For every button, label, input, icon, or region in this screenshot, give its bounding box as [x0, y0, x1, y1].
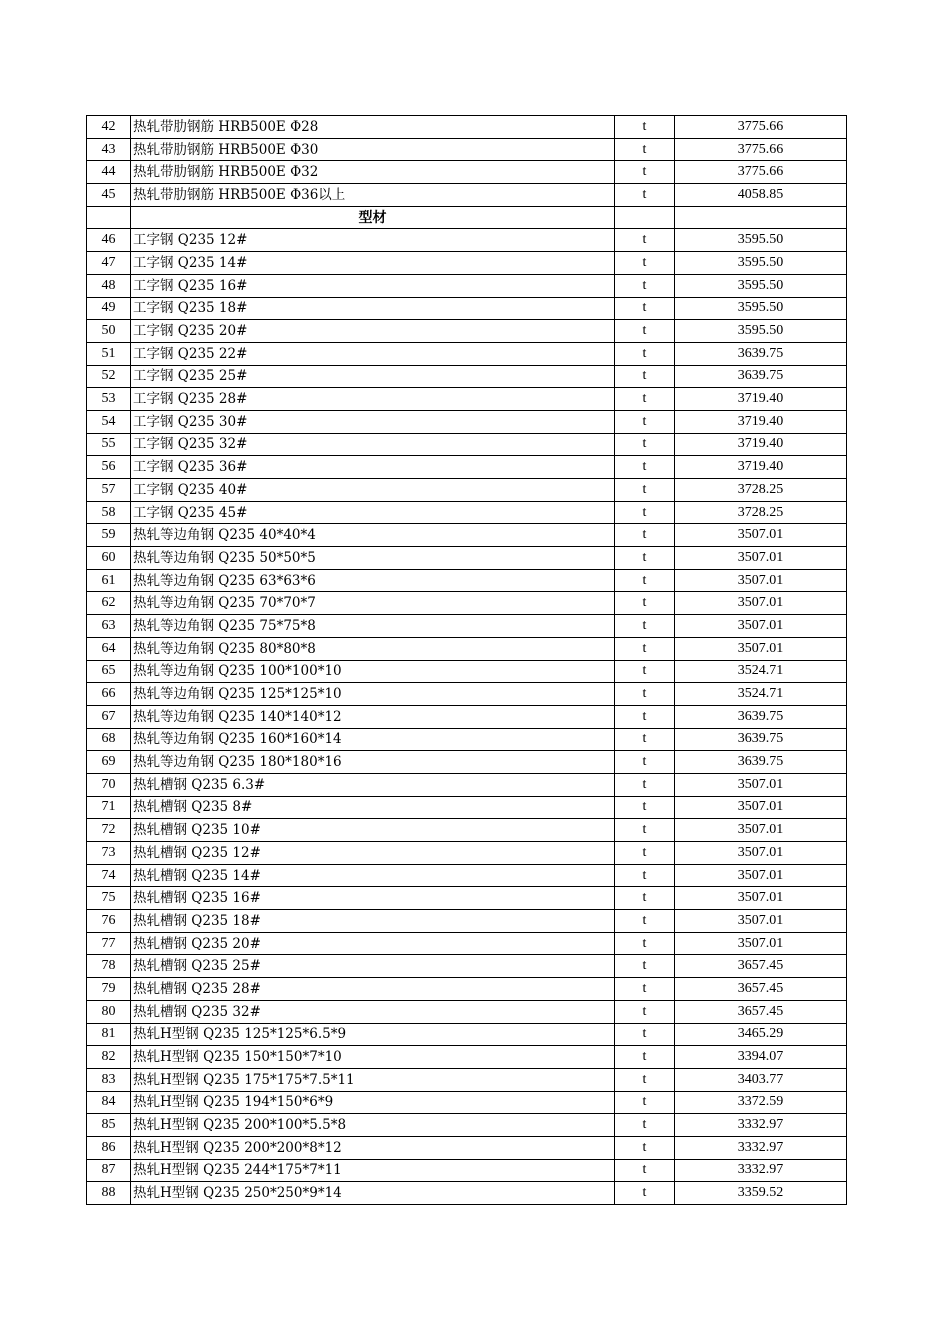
- row-number-cell: 48: [87, 274, 131, 297]
- item-name-cell: 工字钢 Q235 14#: [131, 252, 615, 275]
- table-row: [87, 637, 847, 660]
- unit-cell: t: [615, 410, 675, 433]
- price-cell: 3639.75: [675, 728, 847, 751]
- unit-cell: t: [615, 751, 675, 774]
- table-row: [87, 683, 847, 706]
- row-number-cell: 50: [87, 320, 131, 343]
- price-cell: 3657.45: [675, 978, 847, 1001]
- unit-cell: t: [615, 297, 675, 320]
- row-number-cell: 53: [87, 388, 131, 411]
- table-row: [87, 320, 847, 343]
- item-name-cell: 热轧H型钢 Q235 194*150*6*9: [131, 1091, 615, 1114]
- item-name-cell: 热轧H型钢 Q235 200*100*5.5*8: [131, 1114, 615, 1137]
- unit-cell: t: [615, 705, 675, 728]
- price-cell: 3372.59: [675, 1091, 847, 1114]
- item-name-cell: 热轧等边角钢 Q235 100*100*10: [131, 660, 615, 683]
- row-number-cell: 84: [87, 1091, 131, 1114]
- item-name-cell: 热轧槽钢 Q235 10#: [131, 819, 615, 842]
- item-name-cell: 工字钢 Q235 36#: [131, 456, 615, 479]
- unit-cell: t: [615, 842, 675, 865]
- price-cell: 3524.71: [675, 683, 847, 706]
- item-name-cell: 工字钢 Q235 18#: [131, 297, 615, 320]
- row-number-cell: 59: [87, 524, 131, 547]
- item-name-cell: 工字钢 Q235 25#: [131, 365, 615, 388]
- row-number-cell: 65: [87, 660, 131, 683]
- unit-cell: t: [615, 955, 675, 978]
- item-name-cell: 热轧等边角钢 Q235 40*40*4: [131, 524, 615, 547]
- price-cell: 3507.01: [675, 887, 847, 910]
- unit-cell: t: [615, 433, 675, 456]
- item-name-cell: 热轧带肋钢筋 HRB500E Φ28: [131, 116, 615, 139]
- price-cell: 3639.75: [675, 342, 847, 365]
- price-cell: 3719.40: [675, 410, 847, 433]
- unit-cell: t: [615, 138, 675, 161]
- item-name-cell: 工字钢 Q235 20#: [131, 320, 615, 343]
- unit-cell: t: [615, 932, 675, 955]
- table-row: [87, 1091, 847, 1114]
- item-name-cell: 热轧槽钢 Q235 28#: [131, 978, 615, 1001]
- table-row: [87, 751, 847, 774]
- price-cell: 3719.40: [675, 433, 847, 456]
- table-row: [87, 615, 847, 638]
- price-cell: 3639.75: [675, 751, 847, 774]
- unit-cell: t: [615, 864, 675, 887]
- table-row: [87, 569, 847, 592]
- price-cell: 3507.01: [675, 910, 847, 933]
- price-cell: 3394.07: [675, 1046, 847, 1069]
- price-cell: 3595.50: [675, 320, 847, 343]
- unit-cell: t: [615, 365, 675, 388]
- unit-cell: t: [615, 479, 675, 502]
- price-cell: 3719.40: [675, 456, 847, 479]
- table-row: [87, 887, 847, 910]
- item-name-cell: 热轧槽钢 Q235 14#: [131, 864, 615, 887]
- row-number-cell: 42: [87, 116, 131, 139]
- table-row: [87, 184, 847, 207]
- row-number-cell: 73: [87, 842, 131, 865]
- table-row: [87, 388, 847, 411]
- unit-cell: t: [615, 184, 675, 207]
- row-number-cell: 46: [87, 229, 131, 252]
- row-number-cell: 64: [87, 637, 131, 660]
- row-number-cell: 74: [87, 864, 131, 887]
- unit-cell: t: [615, 229, 675, 252]
- unit-cell: t: [615, 161, 675, 184]
- row-number-cell: 57: [87, 479, 131, 502]
- price-cell: 3639.75: [675, 705, 847, 728]
- item-name-cell: 热轧H型钢 Q235 150*150*7*10: [131, 1046, 615, 1069]
- table-row: [87, 479, 847, 502]
- unit-cell: t: [615, 1159, 675, 1182]
- unit-cell: t: [615, 637, 675, 660]
- table-row: [87, 910, 847, 933]
- table-row: [87, 1182, 847, 1205]
- table-row: [87, 660, 847, 683]
- row-number-cell: 69: [87, 751, 131, 774]
- table-row: [87, 864, 847, 887]
- price-cell: 3775.66: [675, 161, 847, 184]
- item-name-cell: 热轧槽钢 Q235 8#: [131, 796, 615, 819]
- unit-cell: t: [615, 1182, 675, 1205]
- unit-cell: t: [615, 728, 675, 751]
- item-name-cell: 热轧等边角钢 Q235 75*75*8: [131, 615, 615, 638]
- item-name-cell: 工字钢 Q235 16#: [131, 274, 615, 297]
- unit-cell: t: [615, 615, 675, 638]
- table-row: [87, 1159, 847, 1182]
- item-name-cell: 工字钢 Q235 45#: [131, 501, 615, 524]
- table-row: [87, 773, 847, 796]
- item-name-cell: 热轧等边角钢 Q235 125*125*10: [131, 683, 615, 706]
- item-name-cell: 热轧等边角钢 Q235 160*160*14: [131, 728, 615, 751]
- price-cell: 3657.45: [675, 1000, 847, 1023]
- item-name-cell: 热轧H型钢 Q235 250*250*9*14: [131, 1182, 615, 1205]
- row-number-cell: 51: [87, 342, 131, 365]
- row-number-cell: 87: [87, 1159, 131, 1182]
- price-cell: 3507.01: [675, 547, 847, 570]
- price-cell: 3728.25: [675, 501, 847, 524]
- table-row: [87, 433, 847, 456]
- table-row: [87, 1000, 847, 1023]
- item-name-cell: 热轧等边角钢 Q235 50*50*5: [131, 547, 615, 570]
- unit-cell: t: [615, 116, 675, 139]
- price-table-body: [87, 116, 847, 1205]
- row-number-cell: 79: [87, 978, 131, 1001]
- unit-cell: t: [615, 1091, 675, 1114]
- row-number-cell: 61: [87, 569, 131, 592]
- table-row: [87, 932, 847, 955]
- row-number-cell: 77: [87, 932, 131, 955]
- price-cell: 3332.97: [675, 1114, 847, 1137]
- row-number-cell: 88: [87, 1182, 131, 1205]
- price-cell: 3595.50: [675, 297, 847, 320]
- table-row: [87, 297, 847, 320]
- item-name-cell: 热轧槽钢 Q235 16#: [131, 887, 615, 910]
- item-name-cell: 热轧槽钢 Q235 20#: [131, 932, 615, 955]
- row-number-cell: [87, 206, 131, 229]
- row-number-cell: 63: [87, 615, 131, 638]
- row-number-cell: 54: [87, 410, 131, 433]
- item-name-cell: 热轧带肋钢筋 HRB500E Φ36以上: [131, 184, 615, 207]
- item-name-cell: 热轧等边角钢 Q235 180*180*16: [131, 751, 615, 774]
- item-name-cell: 热轧等边角钢 Q235 63*63*6: [131, 569, 615, 592]
- item-name-cell: 热轧槽钢 Q235 32#: [131, 1000, 615, 1023]
- unit-cell: t: [615, 547, 675, 570]
- unit-cell: t: [615, 660, 675, 683]
- item-name-cell: 热轧等边角钢 Q235 80*80*8: [131, 637, 615, 660]
- row-number-cell: 60: [87, 547, 131, 570]
- item-name-cell: 工字钢 Q235 30#: [131, 410, 615, 433]
- item-name-cell: 热轧槽钢 Q235 12#: [131, 842, 615, 865]
- unit-cell: t: [615, 683, 675, 706]
- price-cell: 3657.45: [675, 955, 847, 978]
- table-row: [87, 229, 847, 252]
- row-number-cell: 86: [87, 1136, 131, 1159]
- row-number-cell: 72: [87, 819, 131, 842]
- item-name-cell: 热轧槽钢 Q235 6.3#: [131, 773, 615, 796]
- price-cell: 3595.50: [675, 229, 847, 252]
- price-cell: 3719.40: [675, 388, 847, 411]
- row-number-cell: 62: [87, 592, 131, 615]
- unit-cell: t: [615, 501, 675, 524]
- table-row: [87, 161, 847, 184]
- section-title-cell: 型材: [131, 206, 615, 229]
- price-cell: 3507.01: [675, 524, 847, 547]
- row-number-cell: 85: [87, 1114, 131, 1137]
- table-row: [87, 524, 847, 547]
- unit-cell: t: [615, 1023, 675, 1046]
- unit-cell: t: [615, 1000, 675, 1023]
- row-number-cell: 43: [87, 138, 131, 161]
- table-row: [87, 705, 847, 728]
- row-number-cell: 45: [87, 184, 131, 207]
- row-number-cell: 66: [87, 683, 131, 706]
- table-row: [87, 1046, 847, 1069]
- row-number-cell: 58: [87, 501, 131, 524]
- price-cell: 3359.52: [675, 1182, 847, 1205]
- table-row: [87, 252, 847, 275]
- price-cell: 3775.66: [675, 116, 847, 139]
- row-number-cell: 67: [87, 705, 131, 728]
- table-row: [87, 365, 847, 388]
- unit-cell: t: [615, 1114, 675, 1137]
- table-row: [87, 978, 847, 1001]
- table-row: [87, 796, 847, 819]
- table-row: [87, 955, 847, 978]
- item-name-cell: 工字钢 Q235 22#: [131, 342, 615, 365]
- unit-cell: t: [615, 274, 675, 297]
- section-header-row: [87, 206, 847, 229]
- row-number-cell: 49: [87, 297, 131, 320]
- unit-cell: t: [615, 592, 675, 615]
- price-cell: 3595.50: [675, 274, 847, 297]
- item-name-cell: 热轧带肋钢筋 HRB500E Φ30: [131, 138, 615, 161]
- row-number-cell: 68: [87, 728, 131, 751]
- item-name-cell: 热轧H型钢 Q235 200*200*8*12: [131, 1136, 615, 1159]
- unit-cell: t: [615, 342, 675, 365]
- item-name-cell: 工字钢 Q235 32#: [131, 433, 615, 456]
- item-name-cell: 工字钢 Q235 40#: [131, 479, 615, 502]
- table-row: [87, 116, 847, 139]
- price-cell: 3332.97: [675, 1136, 847, 1159]
- price-cell: 3524.71: [675, 660, 847, 683]
- row-number-cell: 76: [87, 910, 131, 933]
- price-cell: 3465.29: [675, 1023, 847, 1046]
- item-name-cell: 热轧等边角钢 Q235 140*140*12: [131, 705, 615, 728]
- row-number-cell: 83: [87, 1068, 131, 1091]
- unit-cell: t: [615, 524, 675, 547]
- table-row: [87, 410, 847, 433]
- unit-cell: t: [615, 773, 675, 796]
- price-cell: 3728.25: [675, 479, 847, 502]
- table-row: [87, 728, 847, 751]
- row-number-cell: 56: [87, 456, 131, 479]
- price-cell: 3332.97: [675, 1159, 847, 1182]
- price-cell: 3639.75: [675, 365, 847, 388]
- unit-cell: t: [615, 1068, 675, 1091]
- unit-cell: t: [615, 819, 675, 842]
- table-row: [87, 274, 847, 297]
- price-cell: 3507.01: [675, 842, 847, 865]
- table-row: [87, 1068, 847, 1091]
- table-row: [87, 1023, 847, 1046]
- table-row: [87, 819, 847, 842]
- price-cell: 3507.01: [675, 864, 847, 887]
- unit-cell: t: [615, 978, 675, 1001]
- row-number-cell: 55: [87, 433, 131, 456]
- table-row: [87, 592, 847, 615]
- unit-cell: t: [615, 252, 675, 275]
- price-cell: 3507.01: [675, 932, 847, 955]
- row-number-cell: 81: [87, 1023, 131, 1046]
- row-number-cell: 71: [87, 796, 131, 819]
- unit-cell: t: [615, 456, 675, 479]
- row-number-cell: 82: [87, 1046, 131, 1069]
- table-row: [87, 1114, 847, 1137]
- table-row: [87, 842, 847, 865]
- price-cell: 4058.85: [675, 184, 847, 207]
- item-name-cell: 热轧H型钢 Q235 175*175*7.5*11: [131, 1068, 615, 1091]
- table-row: [87, 138, 847, 161]
- price-cell: [675, 206, 847, 229]
- item-name-cell: 热轧带肋钢筋 HRB500E Φ32: [131, 161, 615, 184]
- item-name-cell: 热轧H型钢 Q235 125*125*6.5*9: [131, 1023, 615, 1046]
- table-row: [87, 501, 847, 524]
- unit-cell: t: [615, 1046, 675, 1069]
- price-cell: 3595.50: [675, 252, 847, 275]
- row-number-cell: 70: [87, 773, 131, 796]
- unit-cell: t: [615, 320, 675, 343]
- unit-cell: t: [615, 910, 675, 933]
- unit-cell: t: [615, 569, 675, 592]
- row-number-cell: 52: [87, 365, 131, 388]
- item-name-cell: 热轧H型钢 Q235 244*175*7*11: [131, 1159, 615, 1182]
- row-number-cell: 75: [87, 887, 131, 910]
- unit-cell: t: [615, 887, 675, 910]
- price-cell: 3403.77: [675, 1068, 847, 1091]
- item-name-cell: 热轧等边角钢 Q235 70*70*7: [131, 592, 615, 615]
- price-cell: 3775.66: [675, 138, 847, 161]
- item-name-cell: 热轧槽钢 Q235 18#: [131, 910, 615, 933]
- price-cell: 3507.01: [675, 592, 847, 615]
- unit-cell: t: [615, 388, 675, 411]
- unit-cell: [615, 206, 675, 229]
- table-row: [87, 456, 847, 479]
- item-name-cell: 热轧槽钢 Q235 25#: [131, 955, 615, 978]
- price-cell: 3507.01: [675, 796, 847, 819]
- item-name-cell: 工字钢 Q235 28#: [131, 388, 615, 411]
- row-number-cell: 80: [87, 1000, 131, 1023]
- row-number-cell: 44: [87, 161, 131, 184]
- price-cell: 3507.01: [675, 569, 847, 592]
- price-table: [86, 115, 847, 1205]
- price-cell: 3507.01: [675, 773, 847, 796]
- price-cell: 3507.01: [675, 615, 847, 638]
- row-number-cell: 78: [87, 955, 131, 978]
- unit-cell: t: [615, 1136, 675, 1159]
- row-number-cell: 47: [87, 252, 131, 275]
- table-row: [87, 342, 847, 365]
- item-name-cell: 工字钢 Q235 12#: [131, 229, 615, 252]
- table-row: [87, 1136, 847, 1159]
- price-cell: 3507.01: [675, 637, 847, 660]
- table-row: [87, 547, 847, 570]
- unit-cell: t: [615, 796, 675, 819]
- price-cell: 3507.01: [675, 819, 847, 842]
